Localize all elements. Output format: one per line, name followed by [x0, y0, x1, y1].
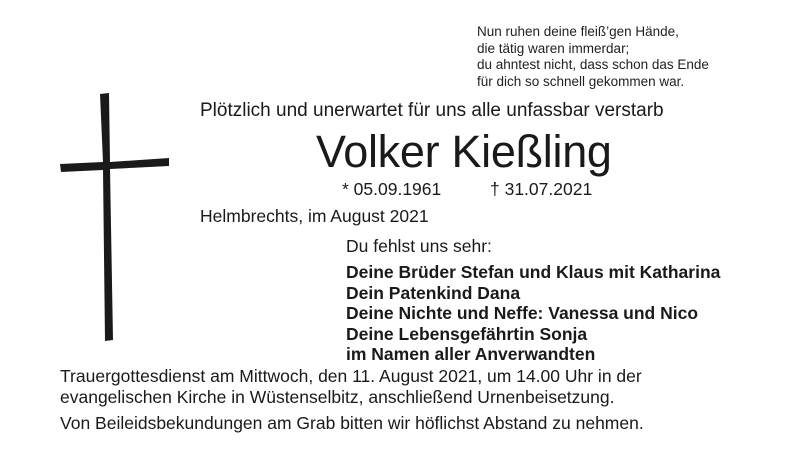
place-date: Helmbrechts, im August 2021 — [200, 206, 429, 226]
family-member: Deine Brüder Stefan und Klaus mit Katharina — [346, 262, 721, 282]
birth-date: * 05.09.1961 — [342, 179, 442, 199]
miss-line: Du fehlst uns sehr: — [346, 236, 492, 256]
poem-line: Nun ruhen deine fleiß’gen Hände, — [477, 24, 679, 39]
poem-line: für dich so schnell gekommen war. — [477, 73, 685, 89]
cross-icon — [60, 92, 170, 342]
family-member: Deine Nichte und Neffe: Vanessa und Nico — [346, 303, 699, 323]
service-info — [60, 366, 642, 408]
intro-text: Plötzlich und unerwartet für uns alle unfassbar verstarb — [200, 100, 664, 121]
poem-line: du ahntest nicht, dass schon das Ende — [477, 57, 709, 72]
family-member: Dein Patenkind Dana — [346, 282, 521, 303]
poem — [477, 24, 787, 90]
deceased-name: Volker Kießling — [316, 126, 612, 177]
family-member: im Namen aller Anverwandten — [346, 344, 596, 364]
service-line: Trauergottesdienst am Mittwoch, den 11. August 2021, um 14.00 Uhr in der — [60, 366, 642, 386]
family-list — [346, 262, 720, 365]
poem-line: die tätig waren immerdar; — [477, 40, 630, 56]
condolence-note: Von Beileidsbekundungen am Grab bitten wir höflichst Abstand zu nehmen. — [60, 413, 644, 433]
service-line: evangelischen Kirche in Wüstenselbitz, anschließend Urnenbeisetzung. — [60, 387, 615, 407]
family-member: Deine Lebensgefährtin Sonja — [346, 323, 588, 344]
death-date: † 31.07.2021 — [490, 179, 593, 199]
